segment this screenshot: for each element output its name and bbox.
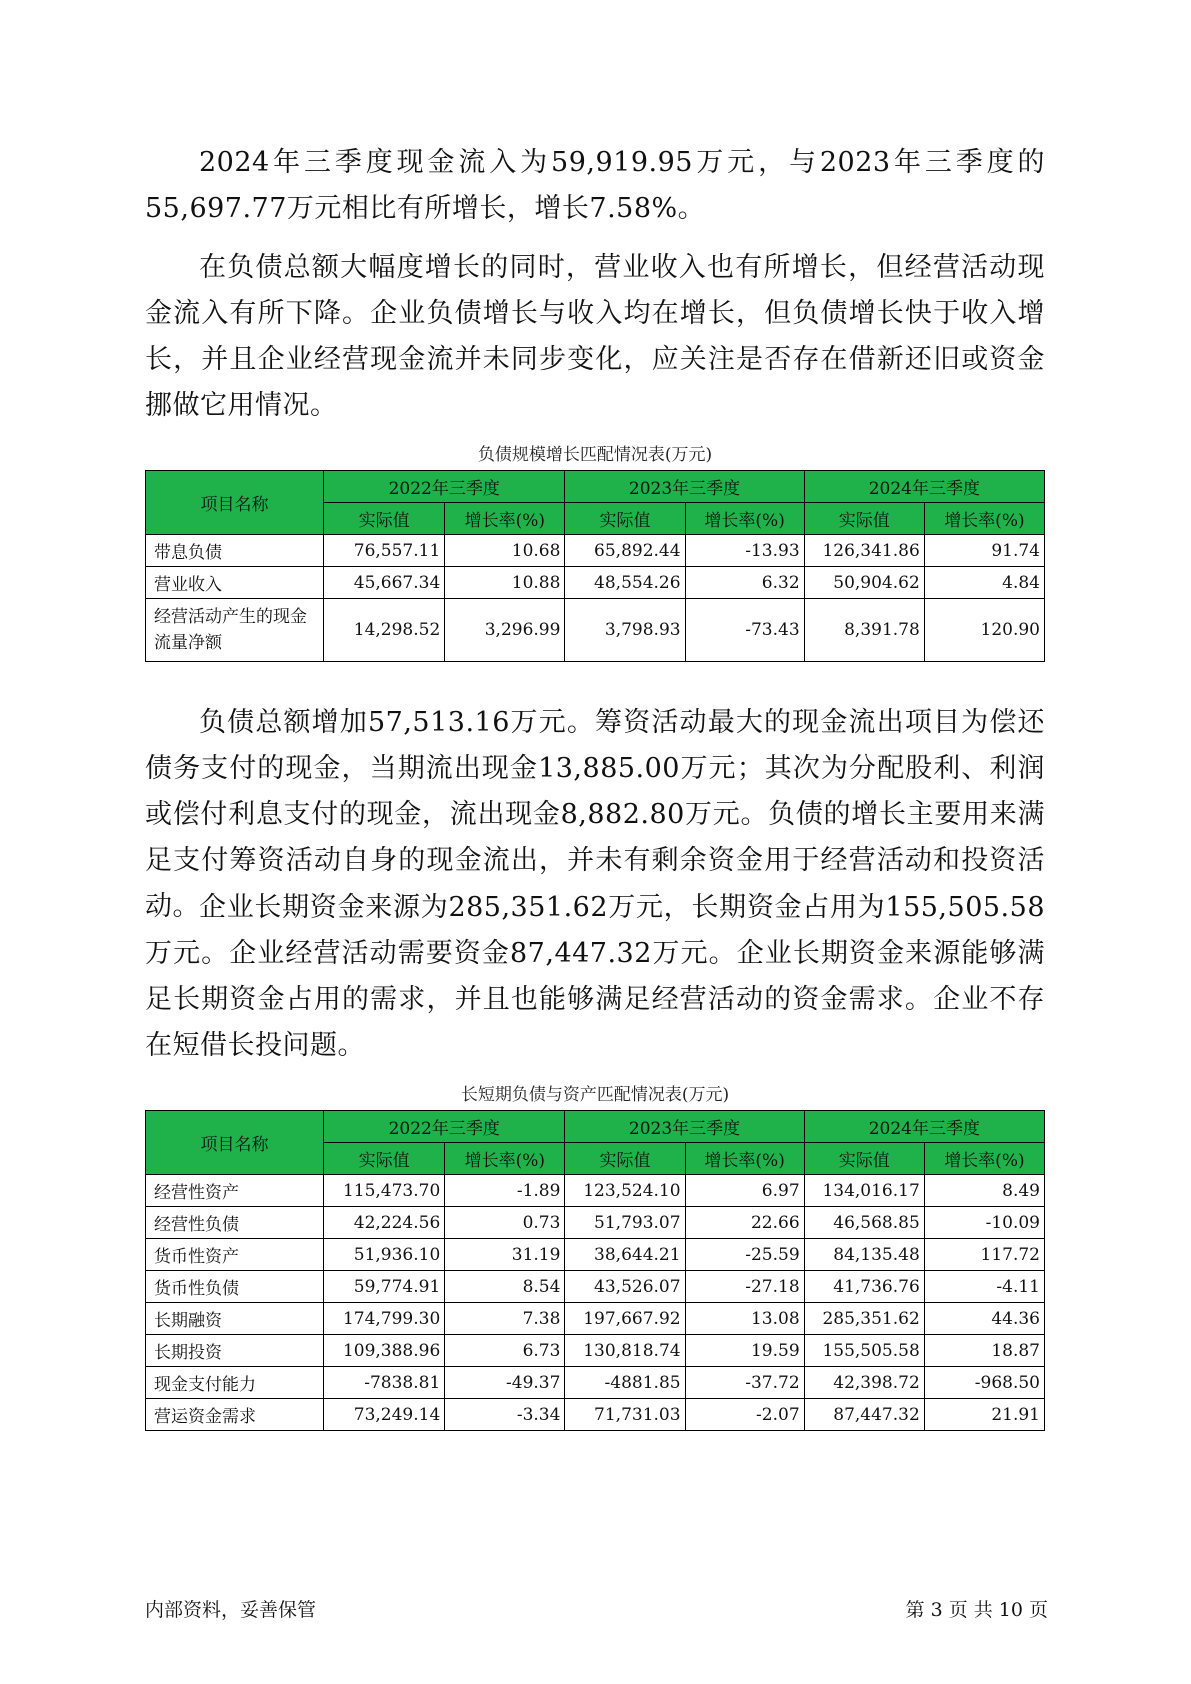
cell-value: -25.59: [685, 1239, 804, 1271]
table-row: [146, 535, 1045, 567]
footer-page-number: 第 3 页 共 10 页: [905, 1599, 1048, 1621]
cell-value: 14,298.52: [324, 599, 445, 662]
cell-value: 51,936.10: [324, 1239, 445, 1271]
row-label: 带息负债: [146, 535, 324, 567]
cell-value: 31.19: [445, 1239, 565, 1271]
row-label: 货币性负债: [146, 1271, 324, 1303]
row-label: 货币性资产: [146, 1239, 324, 1271]
cell-value: 45,667.34: [324, 567, 445, 599]
table-row: [146, 1303, 1045, 1335]
cell-value: -968.50: [924, 1367, 1044, 1399]
row-label: 经营性负债: [146, 1207, 324, 1239]
cell-value: 50,904.62: [804, 567, 924, 599]
cell-value: -73.43: [685, 599, 804, 662]
cell-value: 76,557.11: [324, 535, 445, 567]
cell-value: 87,447.32: [804, 1399, 924, 1431]
header-period: 2024年三季度: [804, 471, 1044, 503]
header-growth: 增长率(%): [924, 1143, 1044, 1175]
table-row: [146, 599, 1045, 662]
cell-value: 10.88: [445, 567, 565, 599]
cell-value: 41,736.76: [804, 1271, 924, 1303]
header-growth: 增长率(%): [924, 503, 1044, 535]
cell-value: 130,818.74: [565, 1335, 685, 1367]
cell-value: 117.72: [924, 1239, 1044, 1271]
cell-value: 22.66: [685, 1207, 804, 1239]
table-row: [146, 1175, 1045, 1207]
row-label: 长期融资: [146, 1303, 324, 1335]
cell-value: 6.32: [685, 567, 804, 599]
table2-caption: 长短期负债与资产匹配情况表(万元): [460, 1085, 730, 1105]
table-row: [146, 1367, 1045, 1399]
cell-value: 38,644.21: [565, 1239, 685, 1271]
header-actual: 实际值: [565, 1143, 685, 1175]
cell-value: 71,731.03: [565, 1399, 685, 1431]
cell-value: 197,667.92: [565, 1303, 685, 1335]
header-actual: 实际值: [804, 1143, 924, 1175]
table-row: [146, 1239, 1045, 1271]
table-row: [146, 1271, 1045, 1303]
header-period: 2022年三季度: [324, 1111, 565, 1143]
footer-confidential-note: 内部资料，妥善保管: [145, 1599, 317, 1621]
cell-value: 134,016.17: [804, 1175, 924, 1207]
row-label: 现金支付能力: [146, 1367, 324, 1399]
paragraph-debt-growth: 在负债总额大幅度增长的同时，营业收入也有所增长，但经营活动现金流入有所下降。企业负债增长与收入均在增长，但负债增长快于收入增长，并且企业经营现金流并未同步变化，应关注是否存在借新还旧或资金挪做它用情况。: [145, 252, 1045, 421]
cell-value: -2.07: [685, 1399, 804, 1431]
cell-value: 51,793.07: [565, 1207, 685, 1239]
cell-value: 3,296.99: [445, 599, 565, 662]
header-growth: 增长率(%): [445, 1143, 565, 1175]
cell-value: 73,249.14: [324, 1399, 445, 1431]
cell-value: 123,524.10: [565, 1175, 685, 1207]
cell-value: 10.68: [445, 535, 565, 567]
cell-value: 126,341.86: [804, 535, 924, 567]
cell-value: -4.11: [924, 1271, 1044, 1303]
row-label: 长期投资: [146, 1335, 324, 1367]
header-growth: 增长率(%): [445, 503, 565, 535]
table-row: [146, 1399, 1045, 1431]
cell-value: 13.08: [685, 1303, 804, 1335]
cell-value: 109,388.96: [324, 1335, 445, 1367]
cell-value: 0.73: [445, 1207, 565, 1239]
header-period: 2024年三季度: [804, 1111, 1044, 1143]
header-actual: 实际值: [324, 503, 445, 535]
cell-value: 91.74: [924, 535, 1044, 567]
cell-value: 6.97: [685, 1175, 804, 1207]
row-label: 经营性资产: [146, 1175, 324, 1207]
cell-value: 48,554.26: [565, 567, 685, 599]
table-row: [146, 567, 1045, 599]
debt-scale-table: [145, 470, 1045, 662]
cell-value: 3,798.93: [565, 599, 685, 662]
cell-value: 115,473.70: [324, 1175, 445, 1207]
cell-value: 59,774.91: [324, 1271, 445, 1303]
cell-value: 155,505.58: [804, 1335, 924, 1367]
cell-value: -3.34: [445, 1399, 565, 1431]
cell-value: 65,892.44: [565, 535, 685, 567]
header-actual: 实际值: [804, 503, 924, 535]
table-row: [146, 1207, 1045, 1239]
table1-caption: 负债规模增长匹配情况表(万元): [477, 445, 713, 465]
paragraph-long-term-funds: 企业长期资金来源为285,351.62万元，长期资金占用为155,505.58万元。企业经营活动需要资金87,447.32万元。企业长期资金来源能够满足长期资金占用的需求，并且也能够满足经营活动的资金需求。企业不存在短借长投问题。: [145, 892, 1045, 1061]
cell-value: 174,799.30: [324, 1303, 445, 1335]
cell-value: 43,526.07: [565, 1271, 685, 1303]
row-label: 营业收入: [146, 567, 324, 599]
header-item-name: 项目名称: [146, 471, 324, 535]
cell-value: -4881.85: [565, 1367, 685, 1399]
cell-value: 4.84: [924, 567, 1044, 599]
cell-value: 6.73: [445, 1335, 565, 1367]
header-growth: 增长率(%): [685, 1143, 804, 1175]
cell-value: -49.37: [445, 1367, 565, 1399]
cell-value: -1.89: [445, 1175, 565, 1207]
cell-value: 8.54: [445, 1271, 565, 1303]
header-growth: 增长率(%): [685, 503, 804, 535]
cell-value: 7.38: [445, 1303, 565, 1335]
table-row: [146, 1335, 1045, 1367]
long-short-match-table: [145, 1110, 1045, 1431]
cell-value: 21.91: [924, 1399, 1044, 1431]
header-period: 2023年三季度: [565, 471, 804, 503]
header-actual: 实际值: [565, 503, 685, 535]
header-item-name: 项目名称: [146, 1111, 324, 1175]
cell-value: 8,391.78: [804, 599, 924, 662]
header-period: 2023年三季度: [565, 1111, 804, 1143]
paragraph-debt-increase: 负债总额增加57,513.16万元。筹资活动最大的现金流出项目为偿还债务支付的现金，当期流出现金13,885.00万元；其次为分配股利、利润或偿付利息支付的现金，流出现金8,882.80万元。负债的增长主要用来满足支付筹资活动自身的现金流出，并未有剩余资金用于经营活动和投资活动。: [145, 707, 1045, 922]
cell-value: -13.93: [685, 535, 804, 567]
paragraph-cash-inflow: 2024年三季度现金流入为59,919.95万元，与2023年三季度的55,697.77万元相比有所增长，增长7.58%。: [145, 147, 1045, 224]
row-label: 经营活动产生的现金流量净额: [146, 599, 324, 662]
cell-value: 44.36: [924, 1303, 1044, 1335]
cell-value: -27.18: [685, 1271, 804, 1303]
cell-value: -10.09: [924, 1207, 1044, 1239]
cell-value: 285,351.62: [804, 1303, 924, 1335]
cell-value: 42,224.56: [324, 1207, 445, 1239]
header-period: 2022年三季度: [324, 471, 565, 503]
cell-value: 19.59: [685, 1335, 804, 1367]
cell-value: -37.72: [685, 1367, 804, 1399]
cell-value: 120.90: [924, 599, 1044, 662]
cell-value: 8.49: [924, 1175, 1044, 1207]
header-actual: 实际值: [324, 1143, 445, 1175]
cell-value: 18.87: [924, 1335, 1044, 1367]
cell-value: 42,398.72: [804, 1367, 924, 1399]
cell-value: -7838.81: [324, 1367, 445, 1399]
cell-value: 46,568.85: [804, 1207, 924, 1239]
cell-value: 84,135.48: [804, 1239, 924, 1271]
row-label: 营运资金需求: [146, 1399, 324, 1431]
